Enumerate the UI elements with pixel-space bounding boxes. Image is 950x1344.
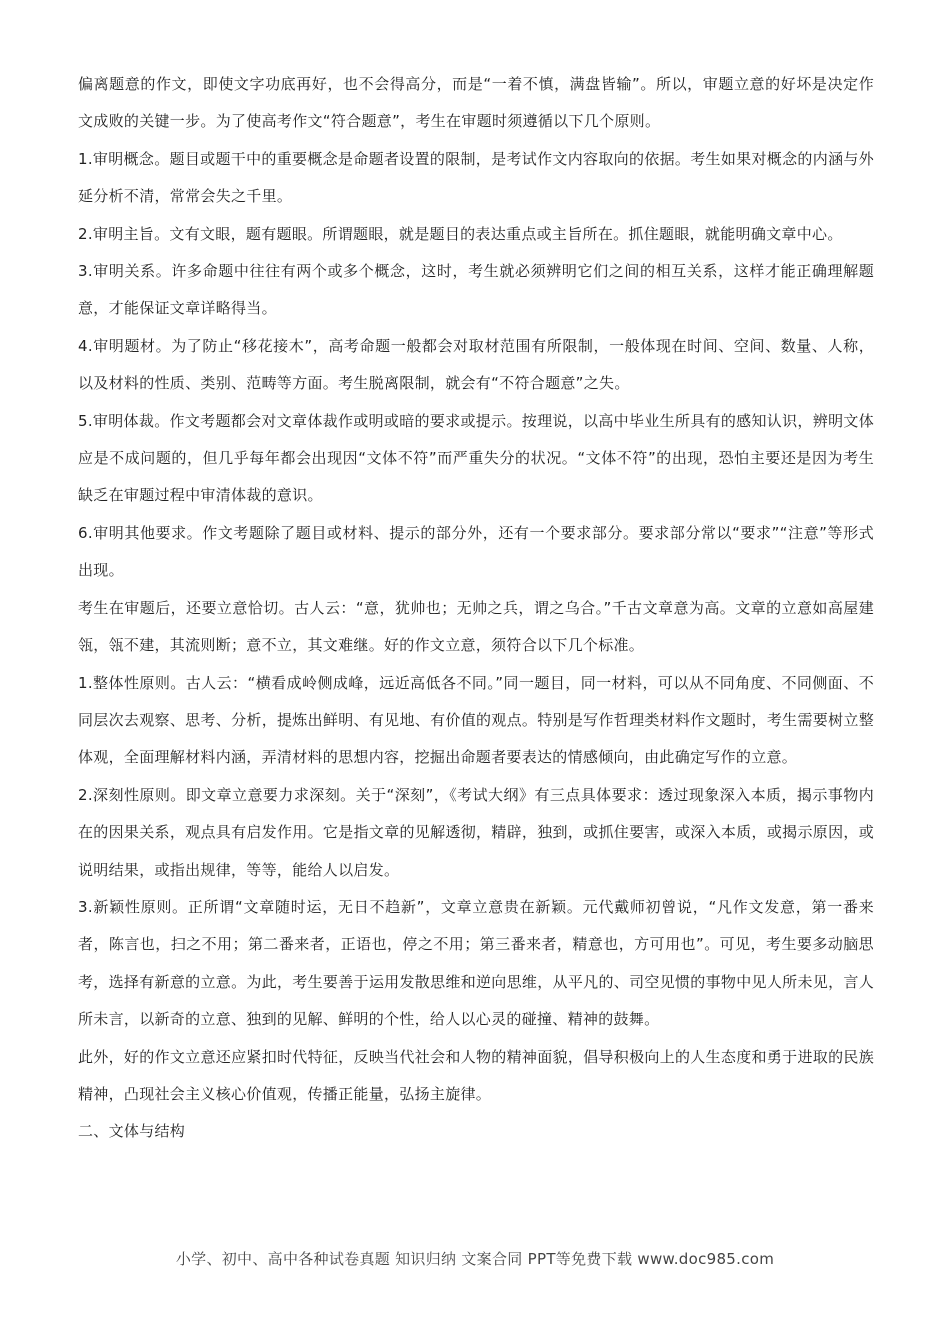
paragraph-standard-integrity: 1.整体性原则。古人云：“横看成岭侧成峰，远近高低各不同。”同一题目，同一材料，可以从不同角度、不同侧面、不同层次去观察、思考、分析，提炼出鲜明、有见地、有价值的观点。特别是写作哲理类材料作文题时，考生需要树立整体观，全面理解材料内涵，弄清材料的思想内容，挖掘出命题者要表达的情感倾向，由此确定写作的立意。 [78,673,874,767]
document-body [78,66,874,1151]
paragraph-principle-other: 6.审明其他要求。作文考题除了题目或材料、提示的部分外，还有一个要求部分。要求部分常以“要求”“注意”等形式出现。 [78,523,874,580]
paragraph-principle-genre: 5.审明体裁。作文考题都会对文章体裁作或明或暗的要求或提示。按理说，以高中毕业生所具有的感知认识，辨明文体应是不成问题的，但几乎每年都会出现因“文体不符”而严重失分的状况。“文体不符”的出现，恐怕主要还是因为考生缺乏在审题过程中审清体裁的意识。 [78,411,874,505]
paragraph-standard-novelty: 3.新颖性原则。正所谓“文章随时运，无日不趋新”，文章立意贵在新颖。元代戴师初曾说，“凡作文发意，第一番来者，陈言也，扫之不用；第二番来者，正语也，停之不用；第三番来者，精意也，方可用也”。可见，考生要多动脑思考，选择有新意的立意。为此，考生要善于运用发散思维和逆向思维，从平凡的、司空见惯的事物中见人所未见，言人所未言，以新奇的立意、独到的见解、鲜明的个性，给人以心灵的碰撞、精神的鼓舞。 [78,897,874,1029]
paragraph-principle-material: 4.审明题材。为了防止“移花接木”，高考命题一般都会对取材范围有所限制，一般体现在时间、空间、数量、人称，以及材料的性质、类别、范畴等方面。考生脱离限制，就会有“不符合题意”之失。 [78,336,874,393]
paragraph-principle-concept: 1.审明概念。题目或题干中的重要概念是命题者设置的限制，是考试作文内容取向的依据。考生如果对概念的内涵与外延分析不清，常常会失之千里。 [78,149,874,206]
paragraph-conception-intro: 考生在审题后，还要立意恰切。古人云：“意，犹帅也；无帅之兵，谓之乌合。”千古文章意为高。文章的立意如高屋建瓴，瓴不建，其流则断；意不立，其文难继。好的作文立意，须符合以下几个标准。 [78,598,874,655]
paragraph-principle-theme: 2.审明主旨。文有文眼，题有题眼。所谓题眼，就是题目的表达重点或主旨所在。抓住题眼，就能明确文章中心。 [78,224,843,243]
paragraph-intro: 偏离题意的作文，即使文字功底再好，也不会得高分，而是“一着不慎，满盘皆输”。所以，审题立意的好坏是决定作文成败的关键一步。为了使高考作文“符合题意”，考生在审题时须遵循以下几个原则。 [78,75,874,131]
paragraph-principle-relation: 3.审明关系。许多命题中往往有两个或多个概念，这时，考生就必须辨明它们之间的相互关系，这样才能正确理解题意，才能保证文章详略得当。 [78,262,874,318]
section-heading: 二、文体与结构 [78,1122,186,1141]
paragraph-conclusion: 此外，好的作文立意还应紧扣时代特征，反映当代社会和人物的精神面貌，倡导积极向上的人生态度和勇于进取的民族精神，凸现社会主义核心价值观，传播正能量，弘扬主旋律。 [78,1047,874,1103]
paragraph-standard-depth: 2.深刻性原则。即文章立意要力求深刻。关于“深刻”，《考试大纲》有三点具体要求：透过现象深入本质，揭示事物内在的因果关系，观点具有启发作用。它是指文章的见解透彻，精辟，独到，或抓住要害，或深入本质，或揭示原因，或说明结果，或指出规律，等等，能给人以启发。 [78,785,874,879]
page-footer: 小学、初中、高中各种试卷真题 知识归纳 文案合同 PPT等免费下载 www.doc985.com [175,1250,775,1268]
